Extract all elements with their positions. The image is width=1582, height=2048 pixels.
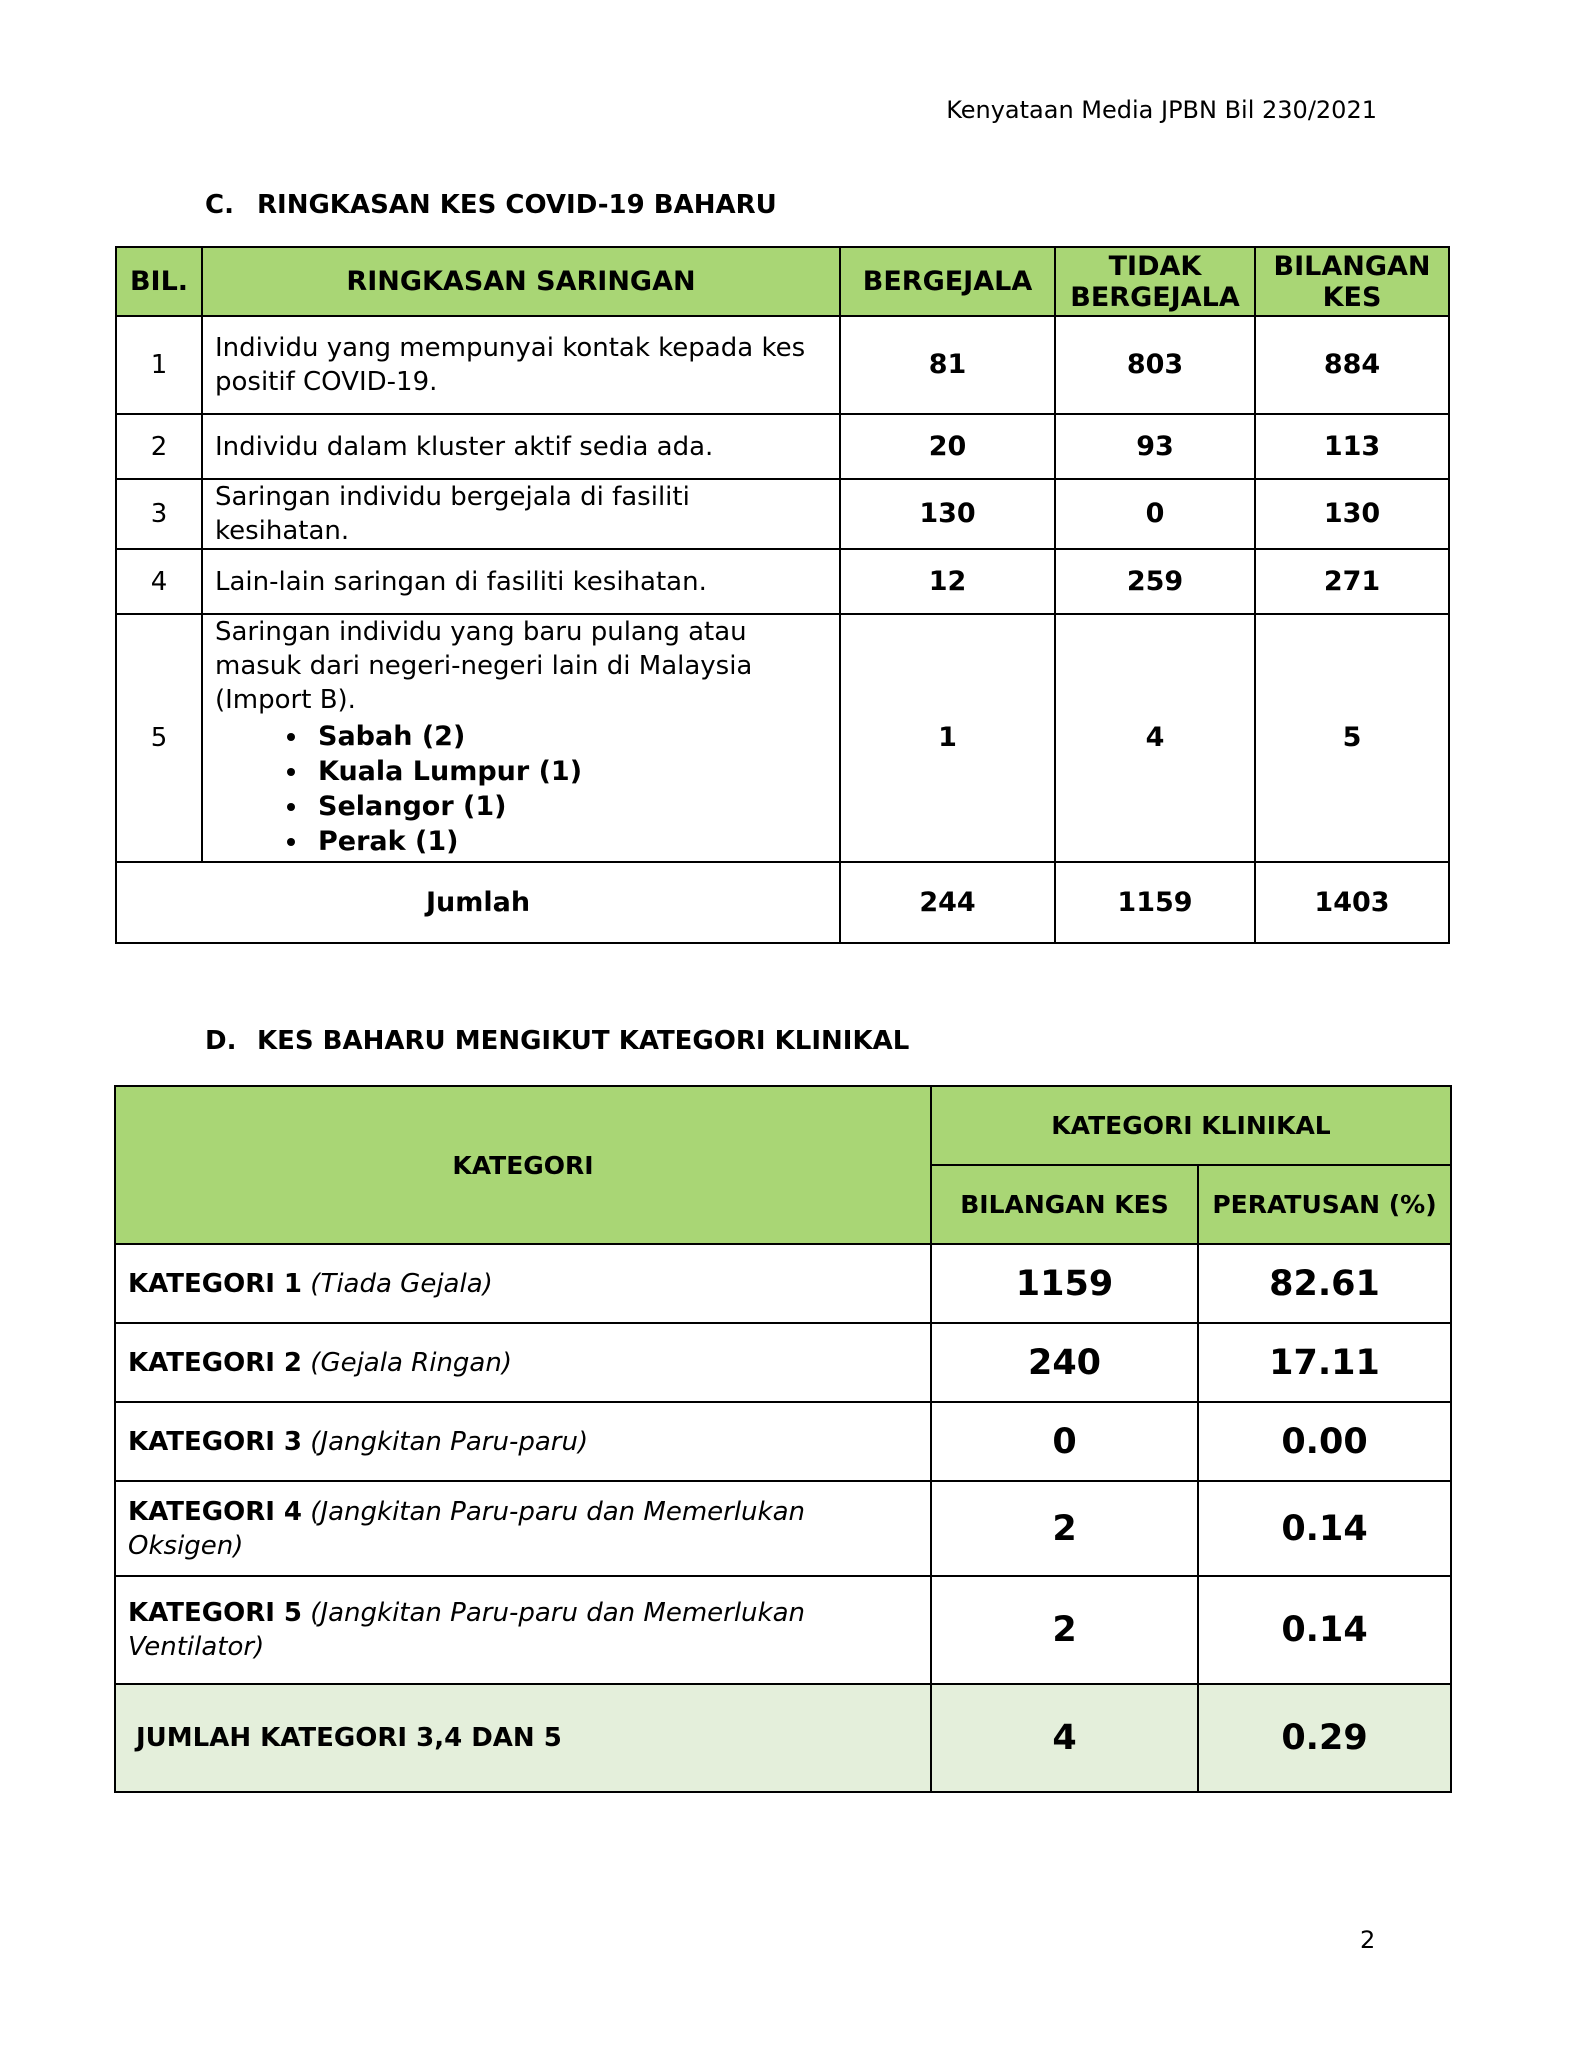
category-bilangan: 1159 bbox=[931, 1244, 1198, 1323]
category-peratusan: 0.14 bbox=[1198, 1576, 1451, 1684]
category-name: KATEGORI 4 bbox=[128, 1496, 303, 1527]
row-bergejala: 1 bbox=[840, 614, 1055, 862]
row-bil: 1 bbox=[116, 316, 202, 414]
category-bilangan: 0 bbox=[931, 1402, 1198, 1481]
category-cell bbox=[115, 1244, 931, 1323]
category-desc: (Tiada Gejala) bbox=[310, 1268, 493, 1299]
new-cases-summary-table bbox=[115, 246, 1450, 944]
total-bergejala: 244 bbox=[840, 862, 1055, 943]
col-header-bilangan-kes: BILANGAN KES bbox=[1255, 247, 1449, 316]
table-row bbox=[115, 1402, 1451, 1481]
table-row bbox=[115, 1244, 1451, 1323]
total-bilangan-kes: 1403 bbox=[1255, 862, 1449, 943]
total-row bbox=[116, 862, 1449, 943]
total-bilangan: 4 bbox=[931, 1684, 1198, 1792]
row-bil: 2 bbox=[116, 414, 202, 479]
row-desc-cell bbox=[202, 614, 840, 862]
col-header-bilangan-kes: BILANGAN KES bbox=[931, 1165, 1198, 1244]
row-bergejala: 130 bbox=[840, 479, 1055, 549]
table-row bbox=[116, 549, 1449, 614]
section-d-letter: D. bbox=[205, 1026, 237, 1056]
state-list bbox=[215, 719, 827, 859]
document-reference: Kenyataan Media JPBN Bil 230/2021 bbox=[946, 96, 1377, 124]
col-header-tidak-bergejala: TIDAK BERGEJALA bbox=[1055, 247, 1255, 316]
col-header-kategori-klinikal: KATEGORI KLINIKAL bbox=[931, 1086, 1451, 1165]
row-bilangan-kes: 5 bbox=[1255, 614, 1449, 862]
list-item: • Perak (1) bbox=[310, 824, 827, 859]
category-desc: (Gejala Ringan) bbox=[310, 1347, 512, 1378]
row-desc: Lain-lain saringan di fasiliti kesihatan. bbox=[202, 549, 840, 614]
row-bil: 3 bbox=[116, 479, 202, 549]
table-row bbox=[115, 1481, 1451, 1576]
row-desc: Saringan individu yang baru pulang atau masuk dari negeri-negeri lain di Malaysia (Import B). bbox=[215, 617, 753, 715]
col-header-kategori: KATEGORI bbox=[115, 1086, 931, 1244]
total-row bbox=[115, 1684, 1451, 1792]
table-header-row bbox=[115, 1086, 1451, 1165]
table-row bbox=[116, 414, 1449, 479]
row-bergejala: 20 bbox=[840, 414, 1055, 479]
row-desc: Saringan individu bergejala di fasiliti kesihatan. bbox=[202, 479, 840, 549]
category-peratusan: 0.00 bbox=[1198, 1402, 1451, 1481]
total-peratusan: 0.29 bbox=[1198, 1684, 1451, 1792]
clinical-category-table bbox=[114, 1085, 1452, 1793]
col-header-bil: BIL. bbox=[116, 247, 202, 316]
category-desc: (Jangkitan Paru-paru dan Memerlukan Oksigen) bbox=[128, 1496, 805, 1561]
category-name: KATEGORI 5 bbox=[128, 1598, 303, 1628]
category-name: KATEGORI 2 bbox=[128, 1347, 303, 1378]
section-c-title-text: RINGKASAN KES COVID-19 BAHARU bbox=[257, 190, 777, 220]
row-tidak-bergejala: 93 bbox=[1055, 414, 1255, 479]
table-row bbox=[116, 479, 1449, 549]
category-cell bbox=[115, 1576, 931, 1684]
table-row bbox=[116, 614, 1449, 862]
section-d-title-text: KES BAHARU MENGIKUT KATEGORI KLINIKAL bbox=[257, 1026, 910, 1056]
row-bilangan-kes: 271 bbox=[1255, 549, 1449, 614]
category-name: KATEGORI 3 bbox=[128, 1426, 303, 1457]
row-desc: Individu dalam kluster aktif sedia ada. bbox=[202, 414, 840, 479]
row-tidak-bergejala: 259 bbox=[1055, 549, 1255, 614]
total-label: JUMLAH KATEGORI 3,4 DAN 5 bbox=[115, 1684, 931, 1792]
row-bilangan-kes: 130 bbox=[1255, 479, 1449, 549]
row-desc: Individu yang mempunyai kontak kepada kes positif COVID-19. bbox=[202, 316, 840, 414]
row-tidak-bergejala: 4 bbox=[1055, 614, 1255, 862]
page-number: 2 bbox=[1360, 1926, 1376, 1954]
category-desc: (Jangkitan Paru-paru dan Memerlukan Ventilator) bbox=[128, 1598, 805, 1662]
list-item: • Sabah (2) bbox=[310, 719, 827, 754]
list-item: • Selangor (1) bbox=[310, 789, 827, 824]
row-bil: 5 bbox=[116, 614, 202, 862]
category-peratusan: 0.14 bbox=[1198, 1481, 1451, 1576]
category-cell bbox=[115, 1481, 931, 1576]
section-d-title bbox=[205, 1026, 909, 1056]
col-header-bergejala: BERGEJALA bbox=[840, 247, 1055, 316]
category-bilangan: 240 bbox=[931, 1323, 1198, 1402]
row-tidak-bergejala: 803 bbox=[1055, 316, 1255, 414]
total-tidak-bergejala: 1159 bbox=[1055, 862, 1255, 943]
list-item: • Kuala Lumpur (1) bbox=[310, 754, 827, 789]
section-c-title bbox=[205, 190, 777, 220]
category-bilangan: 2 bbox=[931, 1481, 1198, 1576]
row-bilangan-kes: 113 bbox=[1255, 414, 1449, 479]
section-c-letter: C. bbox=[205, 190, 234, 220]
total-label: Jumlah bbox=[116, 862, 840, 943]
category-cell bbox=[115, 1323, 931, 1402]
row-bilangan-kes: 884 bbox=[1255, 316, 1449, 414]
row-tidak-bergejala: 0 bbox=[1055, 479, 1255, 549]
row-bil: 4 bbox=[116, 549, 202, 614]
category-name: KATEGORI 1 bbox=[128, 1268, 303, 1299]
table-header-row bbox=[116, 247, 1449, 316]
category-bilangan: 2 bbox=[931, 1576, 1198, 1684]
row-bergejala: 81 bbox=[840, 316, 1055, 414]
row-bergejala: 12 bbox=[840, 549, 1055, 614]
table-row bbox=[115, 1323, 1451, 1402]
category-cell bbox=[115, 1402, 931, 1481]
category-peratusan: 82.61 bbox=[1198, 1244, 1451, 1323]
category-peratusan: 17.11 bbox=[1198, 1323, 1451, 1402]
category-desc: (Jangkitan Paru-paru) bbox=[310, 1426, 589, 1457]
col-header-ringkasan: RINGKASAN SARINGAN bbox=[202, 247, 840, 316]
table-row bbox=[115, 1576, 1451, 1684]
col-header-peratusan: PERATUSAN (%) bbox=[1198, 1165, 1451, 1244]
table-row bbox=[116, 316, 1449, 414]
